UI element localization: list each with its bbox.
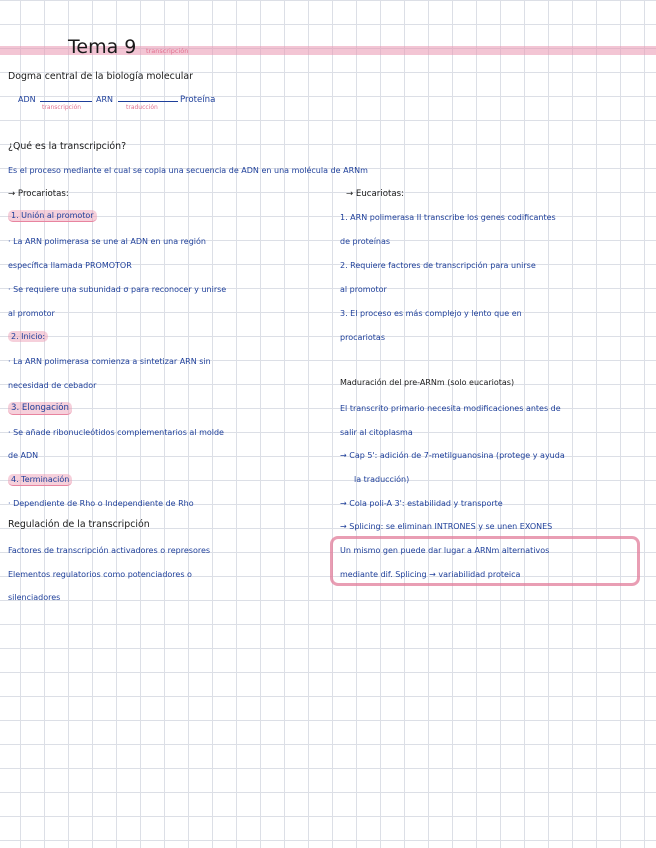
step-2-line-1: · La ARN polimerasa comienza a sintetizar ARN sin xyxy=(8,357,211,366)
euk-point-3-line-2: procariotas xyxy=(340,333,385,342)
dogma-proteina: Proteína xyxy=(180,95,216,105)
step-1-line-3: · Se requiere una subunidad σ para reconocer y unirse xyxy=(8,285,227,294)
cap-line-2: la traducción) xyxy=(354,475,410,484)
maturation-line-2: salir al citoplasma xyxy=(340,428,413,437)
regulation-heading: Regulación de la transcripción xyxy=(8,519,150,530)
maturation-heading: Maduración del pre-ARNm (solo eucariotas) xyxy=(340,378,515,387)
box-line-2: mediante dif. Splicing → variabilidad proteica xyxy=(340,570,521,579)
regulation-line-3: silenciadores xyxy=(8,593,61,602)
dogma-transcripcion: transcripción xyxy=(42,104,82,111)
step-1-line-2: específica llamada PROMOTOR xyxy=(8,261,132,270)
dogma-adn: ADN xyxy=(18,95,36,104)
step-1-line-4: al promotor xyxy=(8,309,55,318)
euk-point-1-line-1: 1. ARN polimerasa II transcribe los genes codificantes xyxy=(340,213,556,222)
regulation-line-1: Factores de transcripción activadores o represores xyxy=(8,546,211,555)
step-3-title: 3. Elongación xyxy=(8,402,72,415)
eucariotas-heading: → Eucariotas: xyxy=(346,189,404,199)
step-4-title: 4. Terminación xyxy=(8,474,72,486)
step-3-line-1: · Se añade ribonucleótidos complementarios al molde xyxy=(8,428,224,437)
definition-text: Es el proceso mediante el cual se copia una secuencia de ADN en una molécula de ARNm xyxy=(8,166,368,175)
step-1-title: 1. Unión al promotor xyxy=(8,210,97,222)
regulation-line-2: Elementos regulatorios como potenciadores o xyxy=(8,570,192,579)
procariotas-heading: → Procariotas: xyxy=(8,189,69,199)
question-heading: ¿Qué es la transcripción? xyxy=(8,141,127,152)
dogma-arn: ARN xyxy=(96,95,114,104)
dogma-arrow-2 xyxy=(118,101,178,102)
splicing-line: → Splicing: se eliminan INTRONES y se unen EXONES xyxy=(340,522,553,531)
step-3-line-2: de ADN xyxy=(8,451,39,460)
dogma-arrow-1 xyxy=(40,101,92,102)
euk-point-2-line-2: al promotor xyxy=(340,285,387,294)
title-tag: transcripción xyxy=(146,47,189,55)
maturation-line-1: El transcrito primario necesita modificaciones antes de xyxy=(340,404,561,413)
step-4-line-1: · Dependiente de Rho o Independiente de Rho xyxy=(8,499,194,508)
step-1-line-1: · La ARN polimerasa se une al ADN en una región xyxy=(8,237,206,246)
step-2-title: 2. Inicio: xyxy=(8,331,48,342)
cap-line-1: → Cap 5': adición de 7-metilguanosina (protege y ayuda xyxy=(340,451,565,460)
dogma-traduccion: traducción xyxy=(126,104,158,111)
box-line-1: Un mismo gen puede dar lugar a ARNm alternativos xyxy=(340,546,550,555)
euk-point-3-line-1: 3. El proceso es más complejo y lento que en xyxy=(340,309,522,318)
dogma-heading: Dogma central de la biología molecular xyxy=(8,71,193,82)
page-title: Tema 9 xyxy=(68,36,137,58)
euk-point-1-line-2: de proteínas xyxy=(340,237,391,246)
step-2-line-2: necesidad de cebador xyxy=(8,381,97,390)
euk-point-2-line-1: 2. Requiere factores de transcripción para unirse xyxy=(340,261,536,270)
cola-line: → Cola poli-A 3': estabilidad y transporte xyxy=(340,499,503,508)
